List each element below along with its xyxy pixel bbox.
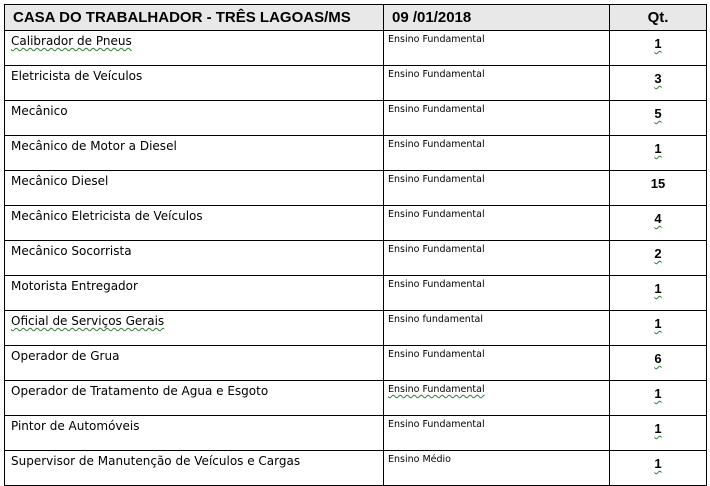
job-title: Operador de Tratamento de Agua e Esgoto <box>5 381 384 416</box>
table-row <box>5 451 707 486</box>
job-title: Mecânico Eletricista de Veículos <box>5 206 384 241</box>
table-row <box>5 206 707 241</box>
job-title: Motorista Entregador <box>5 276 384 311</box>
job-title: Eletricista de Veículos <box>5 66 384 101</box>
job-title: Oficial de Serviços Gerais <box>5 311 384 346</box>
education-level: Ensino Fundamental <box>384 346 610 381</box>
quantity: 6 <box>610 346 707 381</box>
quantity: 1 <box>610 381 707 416</box>
quantity: 5 <box>610 101 707 136</box>
education-level: Ensino Fundamental <box>384 276 610 311</box>
job-title: Calibrador de Pneus <box>5 31 384 66</box>
job-title: Mecânico de Motor a Diesel <box>5 136 384 171</box>
table-row <box>5 311 707 346</box>
education-level: Ensino Fundamental <box>384 416 610 451</box>
table-row <box>5 136 707 171</box>
education-level: Ensino Médio <box>384 451 610 486</box>
education-level: Ensino Fundamental <box>384 171 610 206</box>
quantity: 3 <box>610 66 707 101</box>
header-row <box>5 5 707 31</box>
job-title: Operador de Grua <box>5 346 384 381</box>
quantity: 1 <box>610 311 707 346</box>
education-level: Ensino Fundamental <box>384 66 610 101</box>
job-openings-table <box>4 4 707 486</box>
education-level: Ensino Fundamental <box>384 206 610 241</box>
qty-header: Qt. <box>610 5 707 31</box>
quantity: 1 <box>610 136 707 171</box>
education-level: Ensino fundamental <box>384 311 610 346</box>
quantity: 1 <box>610 416 707 451</box>
table-row <box>5 241 707 276</box>
table-row <box>5 276 707 311</box>
education-level: Ensino Fundamental <box>384 136 610 171</box>
job-title: Supervisor de Manutenção de Veículos e Cargas <box>5 451 384 486</box>
quantity: 4 <box>610 206 707 241</box>
job-title: Mecânico Diesel <box>5 171 384 206</box>
table-row <box>5 346 707 381</box>
table-row <box>5 171 707 206</box>
table-row <box>5 31 707 66</box>
table-row <box>5 66 707 101</box>
quantity: 1 <box>610 31 707 66</box>
table-row <box>5 416 707 451</box>
education-level: Ensino Fundamental <box>384 381 610 416</box>
quantity: 1 <box>610 451 707 486</box>
job-title: Pintor de Automóveis <box>5 416 384 451</box>
job-title: Mecânico Socorrista <box>5 241 384 276</box>
education-level: Ensino Fundamental <box>384 241 610 276</box>
quantity: 2 <box>610 241 707 276</box>
table-date: 09 /01/2018 <box>384 5 610 31</box>
table-row <box>5 101 707 136</box>
quantity: 15 <box>610 171 707 206</box>
table-row <box>5 381 707 416</box>
education-level: Ensino Fundamental <box>384 101 610 136</box>
quantity: 1 <box>610 276 707 311</box>
education-level: Ensino Fundamental <box>384 31 610 66</box>
job-title: Mecânico <box>5 101 384 136</box>
table-title: CASA DO TRABALHADOR - TRÊS LAGOAS/MS <box>5 5 384 31</box>
